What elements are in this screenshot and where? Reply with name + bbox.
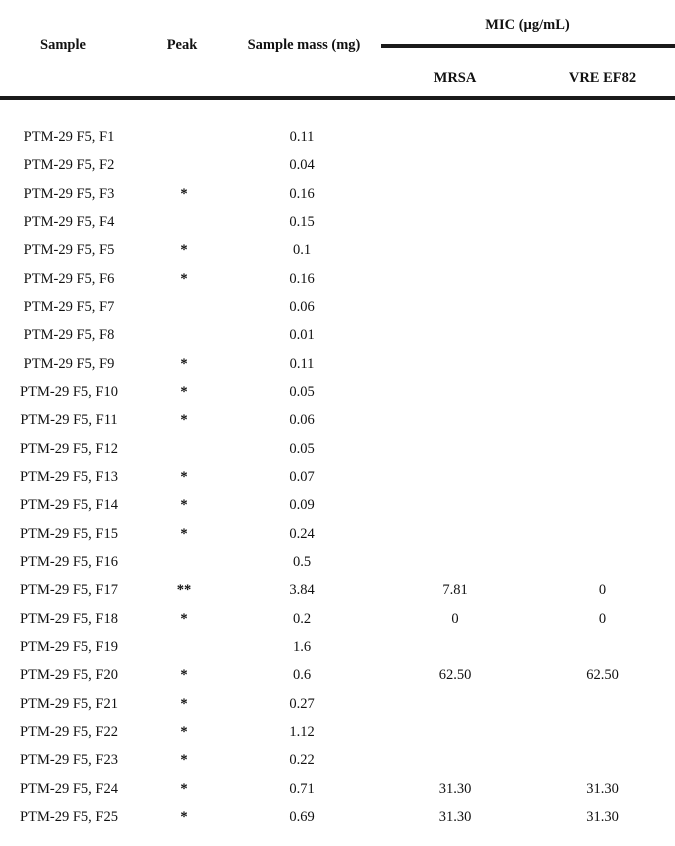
header-mrsa: MRSA	[433, 70, 477, 86]
cell-mic-vre-ef82: 0	[598, 610, 607, 627]
cell-sample-mass: 0.1	[292, 242, 312, 259]
cell-peak: *	[180, 468, 188, 485]
cell-mic-mrsa: 7.81	[442, 582, 468, 599]
cell-sample-mass: 0.11	[289, 129, 315, 145]
table-row	[0, 436, 675, 464]
cell-sample-mass: 0.06	[289, 298, 315, 315]
table-row	[0, 209, 675, 237]
table-row	[0, 577, 675, 605]
cell-sample: PTM-29 F5, F20	[20, 667, 118, 684]
cell-sample-mass: 0.06	[289, 412, 315, 429]
table-row	[0, 152, 675, 180]
cell-peak: *	[180, 752, 188, 769]
cell-sample-mass: 0.15	[289, 213, 315, 230]
cell-sample: PTM-29 F5, F15	[20, 525, 118, 542]
cell-sample: PTM-29 F5, F21	[20, 695, 118, 712]
cell-mic-vre-ef82: 31.30	[586, 780, 619, 797]
header-sample: Sample	[40, 37, 86, 53]
cell-sample-mass: 0.71	[289, 780, 315, 797]
cell-sample: PTM-29 F5, F8	[23, 327, 115, 344]
cell-peak: *	[180, 808, 188, 825]
cell-mic-mrsa: 0	[451, 610, 459, 627]
cell-mic-vre-ef82: 31.30	[586, 808, 619, 825]
table-row	[0, 521, 675, 549]
cell-sample: PTM-29 F5, F2	[23, 157, 115, 174]
cell-sample-mass: 1.12	[289, 723, 315, 740]
header-mic: MIC (µg/mL)	[485, 17, 570, 33]
cell-sample: PTM-29 F5, F19	[20, 638, 118, 655]
cell-sample: PTM-29 F5, F4	[23, 213, 115, 230]
table-row	[0, 634, 675, 662]
table-row	[0, 804, 675, 832]
cell-sample: PTM-29 F5, F1	[23, 129, 115, 145]
cell-peak: *	[180, 780, 188, 797]
cell-sample: PTM-29 F5, F24	[20, 780, 118, 797]
cell-mic-mrsa: 31.30	[438, 808, 472, 825]
cell-mic-vre-ef82: 0	[598, 582, 607, 599]
cell-peak: *	[180, 525, 188, 542]
cell-sample-mass: 3.84	[289, 582, 315, 599]
cell-sample: PTM-29 F5, F17	[20, 582, 118, 599]
cell-peak: *	[180, 610, 188, 627]
cell-mic-mrsa: 62.50	[438, 667, 472, 684]
cell-peak: *	[180, 723, 188, 740]
cell-peak: **	[176, 582, 192, 599]
cell-sample-mass: 0.11	[289, 355, 315, 372]
table-row	[0, 691, 675, 719]
table-row	[0, 351, 675, 379]
cell-sample-mass: 0.16	[289, 185, 315, 202]
table-row	[0, 124, 675, 152]
cell-sample-mass: 0.01	[289, 327, 315, 344]
table-row	[0, 379, 675, 407]
cell-sample-mass: 0.04	[289, 157, 315, 174]
cell-peak: *	[180, 242, 188, 259]
cell-sample: PTM-29 F5, F5	[23, 242, 115, 259]
table-body	[0, 124, 675, 832]
header-vre-ef82: VRE EF82	[568, 70, 637, 86]
cell-sample-mass: 0.27	[289, 695, 315, 712]
cell-peak: *	[180, 355, 188, 372]
cell-sample: PTM-29 F5, F3	[23, 185, 115, 202]
cell-sample: PTM-29 F5, F25	[20, 808, 118, 825]
table-row	[0, 492, 675, 520]
cell-sample-mass: 0.22	[289, 752, 315, 769]
table-row	[0, 549, 675, 577]
table-row	[0, 322, 675, 350]
header-sample-mass: Sample mass (mg)	[247, 37, 361, 53]
cell-sample: PTM-29 F5, F22	[20, 723, 118, 740]
cell-sample: PTM-29 F5, F23	[20, 752, 118, 769]
table-row	[0, 407, 675, 435]
cell-sample: PTM-29 F5, F10	[20, 383, 118, 400]
cell-sample: PTM-29 F5, F12	[20, 440, 118, 457]
cell-peak: *	[180, 412, 188, 429]
cell-sample-mass: 0.07	[289, 468, 315, 485]
cell-sample: PTM-29 F5, F11	[20, 412, 118, 429]
table-row	[0, 719, 675, 747]
cell-sample: PTM-29 F5, F6	[23, 270, 115, 287]
cell-sample-mass: 0.2	[292, 610, 312, 627]
cell-sample-mass: 0.05	[289, 383, 315, 400]
cell-peak: *	[180, 497, 188, 514]
table-row	[0, 181, 675, 209]
cell-sample-mass: 0.05	[289, 440, 315, 457]
cell-sample-mass: 0.24	[289, 525, 315, 542]
table-row	[0, 237, 675, 265]
table-row	[0, 266, 675, 294]
table-row	[0, 747, 675, 775]
cell-sample: PTM-29 F5, F16	[20, 553, 118, 570]
header-bottom-rule	[0, 96, 675, 100]
cell-peak: *	[180, 667, 188, 684]
cell-sample: PTM-29 F5, F14	[20, 497, 118, 514]
cell-sample-mass: 0.16	[289, 270, 315, 287]
cell-sample-mass: 0.69	[289, 808, 315, 825]
cell-sample: PTM-29 F5, F7	[23, 298, 115, 315]
cell-peak: *	[180, 383, 188, 400]
cell-sample-mass: 0.5	[292, 553, 312, 570]
cell-peak: *	[180, 695, 188, 712]
header-peak: Peak	[166, 37, 198, 53]
table-row	[0, 464, 675, 492]
cell-sample: PTM-29 F5, F9	[23, 355, 115, 372]
cell-sample-mass: 1.6	[292, 638, 312, 655]
table-row	[0, 606, 675, 634]
mic-header-rule	[381, 44, 675, 48]
cell-sample: PTM-29 F5, F13	[20, 468, 118, 485]
cell-mic-vre-ef82: 62.50	[586, 667, 619, 684]
table-row	[0, 776, 675, 804]
cell-peak: *	[180, 185, 188, 202]
cell-sample-mass: 0.09	[289, 497, 315, 514]
table-row	[0, 662, 675, 690]
cell-sample-mass: 0.6	[292, 667, 312, 684]
cell-sample: PTM-29 F5, F18	[20, 610, 118, 627]
cell-mic-mrsa: 31.30	[438, 780, 472, 797]
table-row	[0, 294, 675, 322]
cell-peak: *	[180, 270, 188, 287]
